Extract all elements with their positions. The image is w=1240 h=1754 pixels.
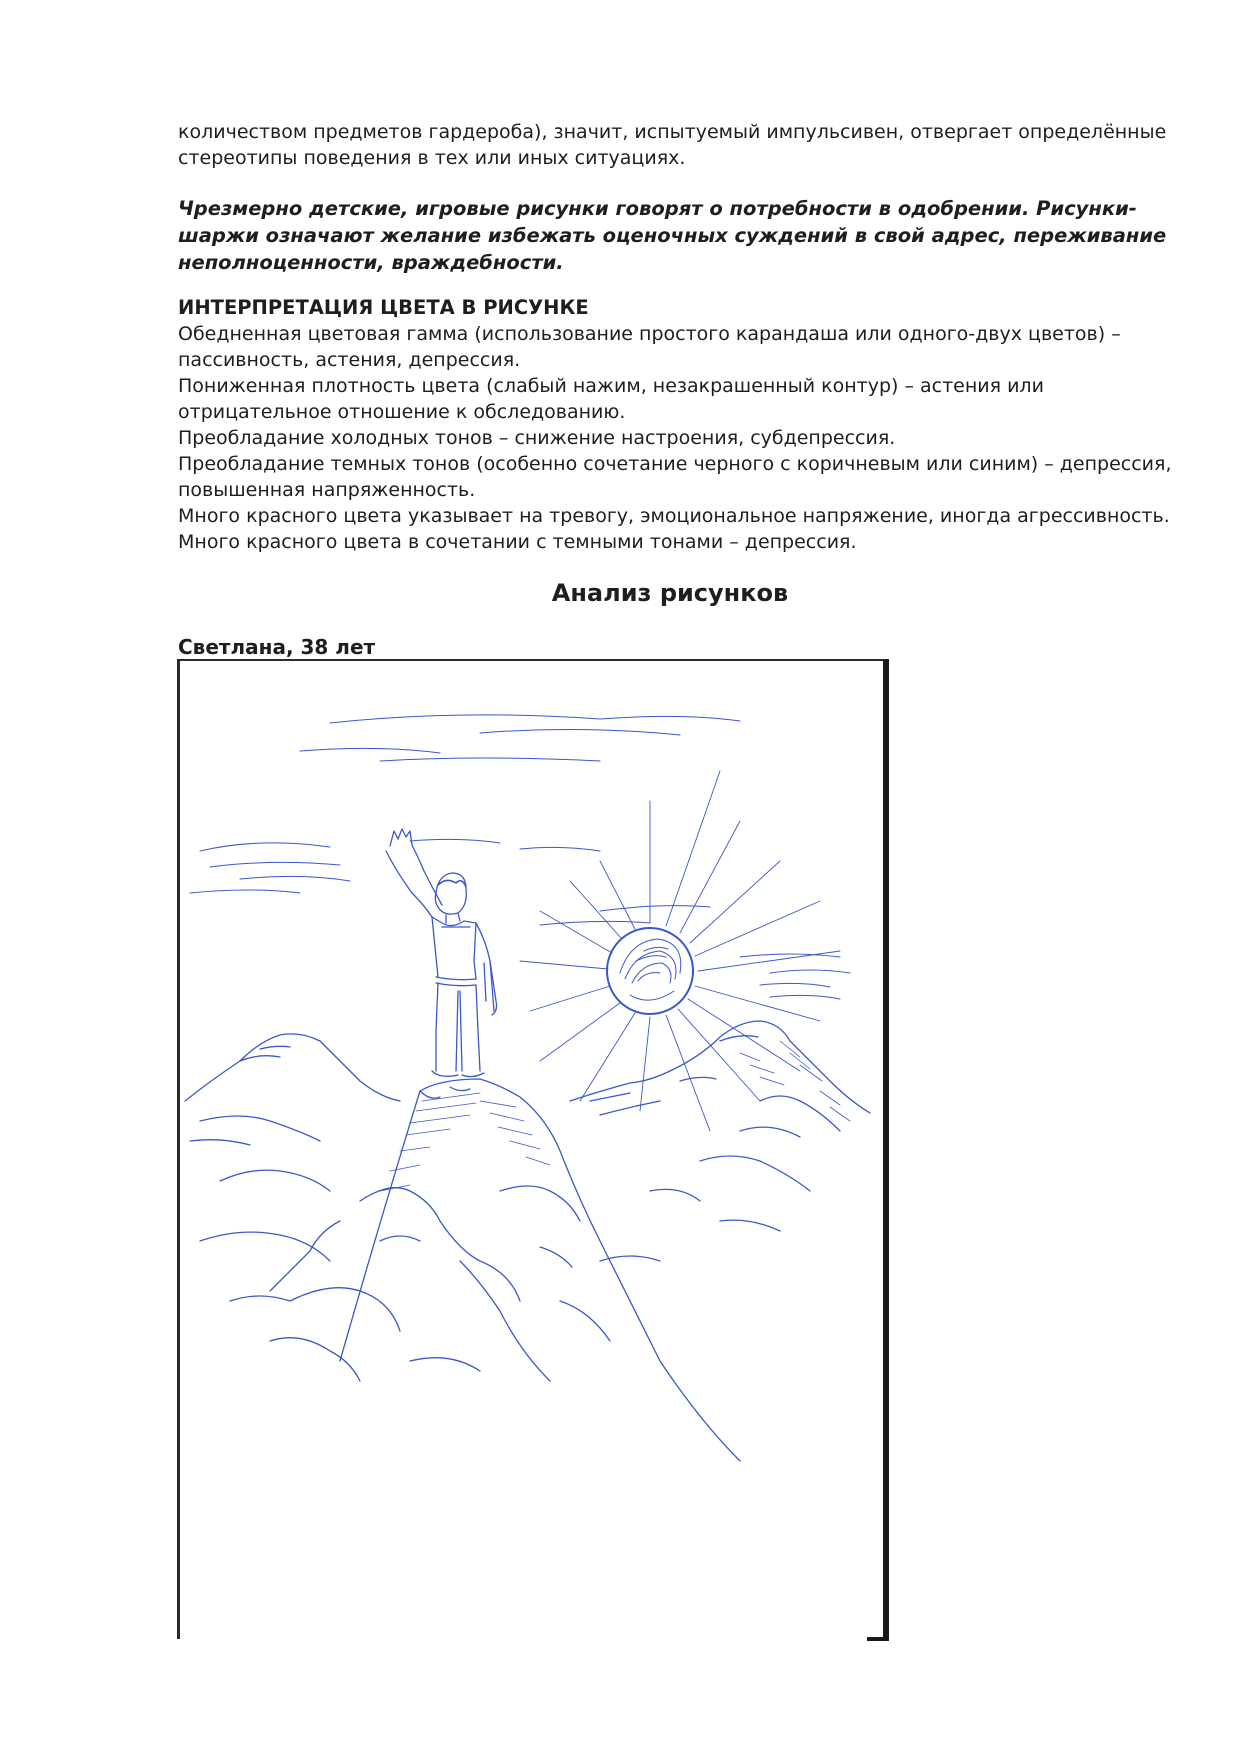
intro-paragraph xyxy=(178,119,1167,171)
color-section-paragraph xyxy=(178,321,1172,555)
text-line: шаржи означают желание избежать оценочных суждений в свой адрес, переживание xyxy=(178,224,1167,247)
color-section-heading: ИНТЕРПРЕТАЦИЯ ЦВЕТА В РИСУНКЕ xyxy=(178,296,589,319)
text-line: Чрезмерно детские, игровые рисунки говорят о потребности в одобрении. Рисунки- xyxy=(178,197,1137,220)
text-line: стереотипы поведения в тех или иных ситуациях. xyxy=(178,147,686,169)
text-line: Пониженная плотность цвета (слабый нажим, незакрашенный контур) – астения или xyxy=(178,375,1044,397)
text-line: Обедненная цветовая гамма (использование простого карандаша или одного-двух цветов) – xyxy=(178,323,1121,345)
text-line: Много красного цвета в сочетании с темными тонами – депрессия. xyxy=(178,531,857,553)
person-figure-icon xyxy=(386,829,497,1077)
text-line: Преобладание темных тонов (особенно сочетание черного с коричневым или синим) – депрессия, xyxy=(178,453,1172,475)
frame-corner-mark xyxy=(867,1637,889,1641)
text-line: пассивность, астения, депрессия. xyxy=(178,349,521,371)
subject-caption: Светлана, 38 лет xyxy=(178,635,376,659)
text-line: неполноценности, враждебности. xyxy=(178,251,564,274)
drawing-frame xyxy=(177,659,889,1639)
sun-icon xyxy=(520,771,840,1131)
text-line: отрицательное отношение к обследованию. xyxy=(178,401,626,423)
text-line: Много красного цвета указывает на тревогу, эмоциональное напряжение, иногда агрессивность. xyxy=(178,505,1170,527)
text-line: Преобладание холодных тонов – снижение настроения, субдепрессия. xyxy=(178,427,896,449)
pen-drawing xyxy=(180,661,883,1639)
emphasis-paragraph xyxy=(178,195,1167,276)
text-line: повышенная напряженность. xyxy=(178,479,476,501)
analysis-heading: Анализ рисунков xyxy=(551,579,789,607)
mountain-icon xyxy=(185,1021,870,1461)
text-line: количеством предметов гардероба), значит, испытуемый импульсивен, отвергает определённые xyxy=(178,121,1167,143)
cloud-icon xyxy=(190,715,850,999)
